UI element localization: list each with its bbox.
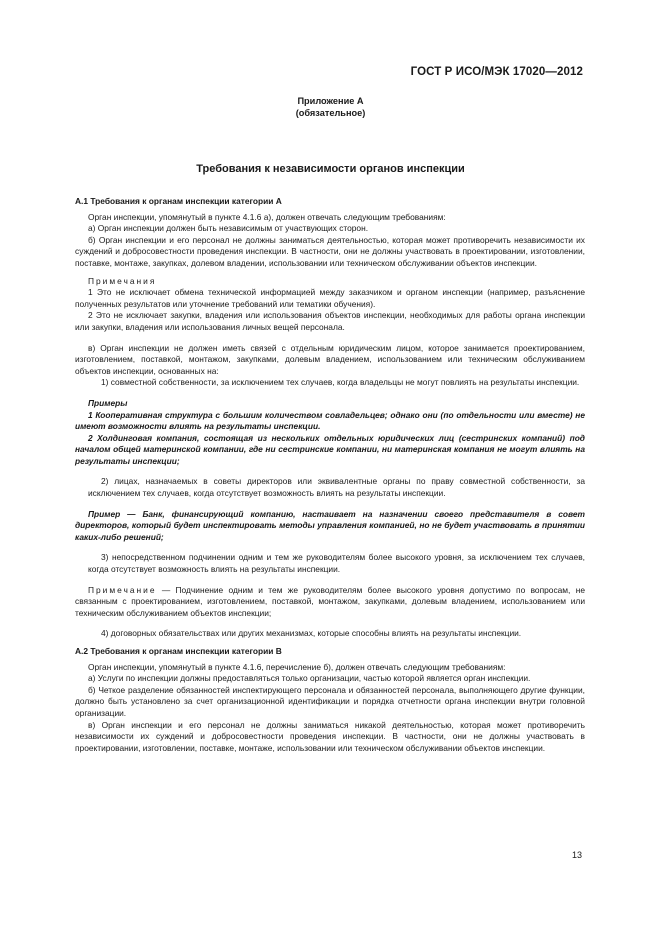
section-a1-item-c4: 4) договорных обязательствах или других механизмах, которые способны влиять на результаты инспекции. [101, 628, 522, 639]
section-a1-item-a: а) Орган инспекции должен быть независимым от участвующих сторон. [88, 223, 369, 234]
section-a1-item-c3: 3) непосредственном подчинении одним и тем же руководителям более высокого уровня, за исключением тех случаев, когда отсутствует возможность влиять на результаты инспекции. [88, 552, 585, 575]
example-1: 1 Кооперативная структура с большим количеством совладельцев; однако они (по отдельности или вместе) не имеют возможности влиять на результаты инспекции. [75, 409, 585, 432]
section-a2-item-b: б) Четкое разделение обязанностей инспектирующего персонала и обязанностей персонала, выполняющего другие функции, должно быть установлено за счет организационной идентификации и порядка отчетности органа инспекции внутри головной организации. [75, 684, 585, 718]
standard-header: ГОСТ Р ИСО/МЭК 17020—2012 [410, 66, 583, 78]
appendix-title: Приложение А [297, 96, 364, 106]
section-a2-intro: Орган инспекции, упомянутый в пункте 4.1.6, перечисление б), должен отвечать следующим требованиям: [88, 661, 506, 672]
section-a2-item-a: а) Услуги по инспекции должны предоставляться только организации, частью которой является орган инспекции. [88, 673, 531, 684]
sub-list-2 [75, 476, 585, 499]
section-a2-item-c: в) Орган инспекции и его персонал не должны заниматься никакой деятельностью, которая может противоречить независимости их суждений и добросовестности проведения инспекции. В частности, они не должны участвовать в проектировании, изготовлении, поставке, монтаже, использовании или техническом обслуживании объектов инспекции. [75, 719, 585, 753]
note-inline [75, 585, 585, 620]
section-a1-heading: А.1 Требования к органам инспекции категории А [75, 196, 282, 206]
bank-example: Пример — Банк, финансирующий компанию, настаивает на назначении своего представителя в совет директоров, который будет инспектировать методы управления компанией, но не будет участвовать в принятии каких-либо решений; [75, 508, 585, 542]
page-number: 13 [571, 850, 582, 860]
document-title: Требования к независимости органов инспекции [196, 163, 465, 175]
section-a1-intro: Орган инспекции, упомянутый в пункте 4.1.6 а), должен отвечать следующим требованиям: [88, 211, 446, 222]
example-2: 2 Холдинговая компания, состоящая из нескольких отдельных юридических лиц (сестринских компаний) под началом общей материнской компании, где ни сестринские компании, ни материнская компания не могут влиять на результаты инспекции; [75, 432, 585, 466]
note-2: 2 Это не исключает закупки, владения или использования объектов инспекции, необходимых для работы органа инспекции или закупки, владения или использования личных вещей персонала. [75, 310, 585, 332]
sub-list-3 [75, 552, 585, 575]
note-1: 1 Это не исключает обмена технической информацией между заказчиком и органом инспекции (например, разъяснение полученных результатов или уточнение требований или тематики обучения). [75, 287, 585, 309]
notes-label: Примечания [88, 275, 157, 286]
examples-label: Примеры [88, 397, 128, 408]
appendix-subtitle: (обязательное) [295, 108, 366, 118]
sub-list-4 [75, 628, 585, 640]
section-a1-item-b: б) Орган инспекции и его персонал не должны заниматься деятельностью, которая может противоречить независимости их суждений и добросовестности проведения инспекции. В частности, они не должны участвовать в проектировании, изготовлении, поставке, монтаже, закупках, долевом владении, использовании или техническом обслуживании объектов инспекции. [75, 234, 585, 268]
section-a2-heading: А.2 Требования к органам инспекции категории В [75, 646, 282, 656]
note-text: — Подчинение одним и тем же руководителям более высокого уровня допустимо по вопросам, не связанным с проектированием, изготовлением, поставкой, монтажом, закупками, долевым владением, использованием или техническим обслуживанием объектов инспекции; [75, 584, 585, 618]
document-body [75, 196, 585, 754]
section-a1-item-c: в) Орган инспекции не должен иметь связей с отдельным юридическим лицом, которое занимается проектированием, изготовлением, поставкой, монтажом, закупками, долевым владением, использованием или техническим обслуживанием объектов инспекции, основанных на: [75, 342, 585, 376]
section-a1-item-c1: 1) совместной собственности, за исключением тех случаев, когда владельцы не могут повлиять на результаты инспекции. [101, 377, 580, 388]
sub-list-1 [75, 377, 585, 389]
section-a1-item-c2: 2) лицах, назначаемых в советы директоров или эквивалентные органы по праву совместной собственности, за исключением тех случаев, когда отсутствует возможность влиять на результаты инспекции. [88, 476, 585, 499]
note-label: Примечание [88, 584, 157, 595]
